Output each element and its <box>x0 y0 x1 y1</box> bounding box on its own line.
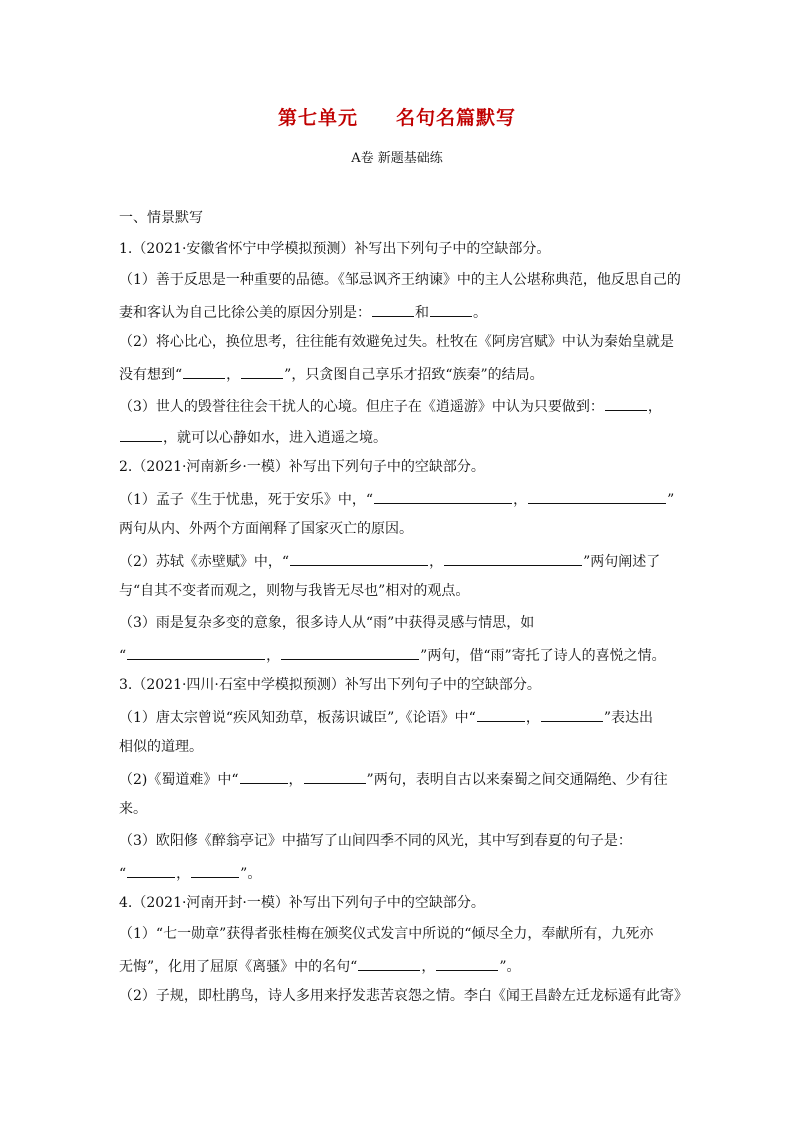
answer-blank[interactable] <box>477 707 525 722</box>
q1-s2-line2: 没有想到“ ， ”，只贪图自己享乐才招致“族秦”的结局。 <box>119 364 544 384</box>
q2-s3-line2: “ ， ”两句，借“雨”寄托了诗人的喜悦之情。 <box>119 645 666 665</box>
answer-blank[interactable] <box>290 551 428 566</box>
q4-s2-line1: （2）子规，即杜鹃鸟，诗人多用来抒发悲苦哀怨之情。李白《闻王昌龄左迁龙标遥有此寄》 <box>119 988 688 1004</box>
answer-blank[interactable] <box>541 707 603 722</box>
q2-s2-line2: 与“自其不变者而观之，则物与我皆无尽也”相对的观点。 <box>119 583 470 599</box>
q1-s3-line2: ，就可以心静如水，进入逍遥之境。 <box>119 427 387 447</box>
answer-blank[interactable] <box>127 645 265 660</box>
answer-blank[interactable] <box>605 396 647 411</box>
q3-header: 3.（2021·四川·石室中学模拟预测）补写出下列句子中的空缺部分。 <box>119 677 541 693</box>
q3-s3-line2: “ ， ”。 <box>119 863 261 883</box>
q2-s3-line1: （3）雨是复杂多变的意象，很多诗人从“雨”中获得灵感与情思，如 <box>119 615 535 631</box>
unit-topic: 名句名篇默写 <box>396 107 517 129</box>
answer-blank[interactable] <box>372 302 414 317</box>
q2-s1-line1: （1）孟子《生于忧患，死于安乐》中，“ ， ” <box>119 489 674 509</box>
section-heading: 一、情景默写 <box>119 210 203 226</box>
answer-blank[interactable] <box>304 769 366 784</box>
q3-s3-line1: （3）欧阳修《醉翁亭记》中描写了山间四季不同的风光，其中写到春夏的句子是： <box>119 833 632 849</box>
answer-blank[interactable] <box>358 956 420 971</box>
answer-blank[interactable] <box>191 863 239 878</box>
q1-s2-line1: （2）将心比心，换位思考，往往能有效避免过失。杜牧在《阿房宫赋》中认为秦始皇就是 <box>119 334 674 350</box>
q4-header: 4.（2021·河南开封·一模）补写出下列句子中的空缺部分。 <box>119 895 485 911</box>
q3-s1-line1: （1）唐太宗曾说“疾风知劲草，板荡识诚臣”,《论语》中“ ， ”表达出 <box>119 707 653 727</box>
answer-blank[interactable] <box>281 645 419 660</box>
answer-blank[interactable] <box>528 489 666 504</box>
answer-blank[interactable] <box>127 863 175 878</box>
page-subtitle: A卷 新题基础练 <box>351 151 443 166</box>
page-title <box>0 103 794 130</box>
q1-header: 1.（2021·安徽省怀宁中学模拟预测）补写出下列句子中的空缺部分。 <box>119 241 551 257</box>
answer-blank[interactable] <box>444 551 582 566</box>
answer-blank[interactable] <box>374 489 512 504</box>
q3-s2-line2: 来。 <box>119 801 147 817</box>
answer-blank[interactable] <box>183 364 225 379</box>
answer-blank[interactable] <box>436 956 498 971</box>
q4-s1-line1: （1）“七一勋章”获得者张桂梅在颁奖仪式发言中所说的“倾尽全力，奉献所有，九死亦 <box>119 926 654 942</box>
q1-s1-line2: 妻和客认为自己比徐公美的原因分别是： 和 。 <box>119 302 487 322</box>
answer-blank[interactable] <box>430 302 472 317</box>
q1-s1-line1: （1）善于反思是一种重要的品德。《邹忌讽齐王纳谏》中的主人公堪称典范，他反思自己的 <box>119 272 681 288</box>
q2-header: 2.（2021·河南新乡·一模）补写出下列句子中的空缺部分。 <box>119 459 485 475</box>
answer-blank[interactable] <box>241 364 283 379</box>
answer-blank[interactable] <box>120 427 162 442</box>
q2-s2-line1: （2）苏轼《赤壁赋》中，“ ， ”两句阐述了 <box>119 551 660 571</box>
q3-s1-line2: 相似的道理。 <box>119 739 203 755</box>
q1-s3-line1: （3）世人的毁誉往往会干扰人的心境。但庄子在《逍遥游》中认为只要做到： ， <box>119 396 662 416</box>
q2-s1-line2: 两句从内、外两个方面阐释了国家灭亡的原因。 <box>119 521 413 537</box>
q4-s1-line2: 无悔”，化用了屈原《离骚》中的名句“ ， ”。 <box>119 956 521 976</box>
answer-blank[interactable] <box>240 769 288 784</box>
unit-label: 第七单元 <box>277 107 358 129</box>
q3-s2-line1: （2)《蜀道难》中“ ， ”两句，表明自古以来秦蜀之间交通隔绝、少有往 <box>119 769 668 789</box>
